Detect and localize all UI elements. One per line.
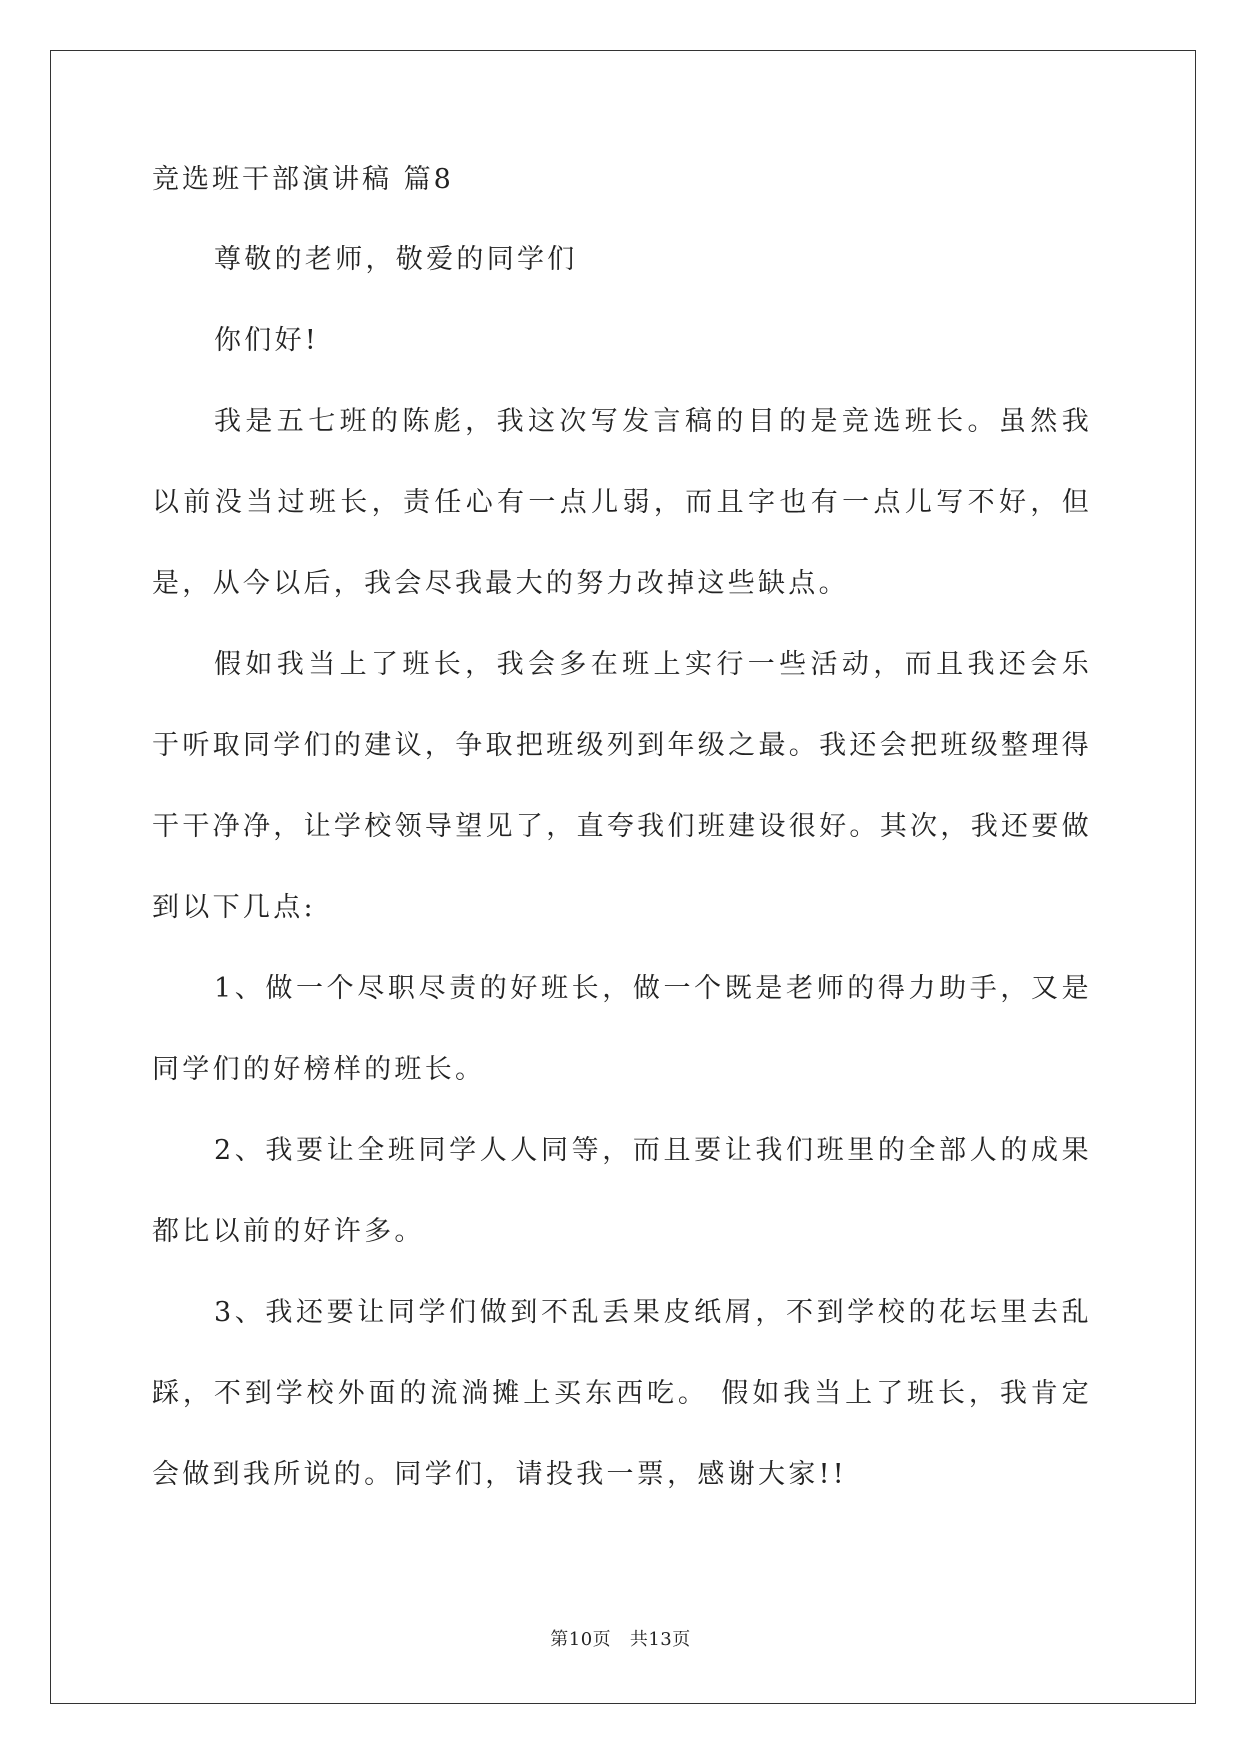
page-footer [0,1628,1241,1652]
paragraph-point-1: 1、做一个尽职尽责的好班长，做一个既是老师的得力助手，又是同学们的好榜样的班长。 [152,973,1092,1085]
paragraph-point-2: 2、我要让全班同学人人同等，而且要让我们班里的全部人的成果都比以前的好许多。 [152,1135,1092,1247]
paragraph-introduction: 我是五七班的陈彪，我这次写发言稿的目的是竞选班长。虽然我以前没当过班长，责任心有一点儿弱，而且字也有一点儿写不好，但是，从今以后，我会尽我最大的努力改掉这些缺点。 [152,406,1092,599]
document-title: 竞选班干部演讲稿 篇8 [152,164,454,195]
document-body [152,160,1092,1515]
paragraph-greeting: 你们好! [214,325,320,356]
paragraph-point-3: 3、我还要让同学们做到不乱丢果皮纸屑，不到学校的花坛里去乱踩，不到学校外面的流淌摊上买东西吃。 假如我当上了班长，我肯定会做到我所说的。同学们，请投我一票，感谢大家!! [152,1297,1092,1490]
page-number-label: 第10页 共13页 [550,1629,691,1650]
paragraph-salutation: 尊敬的老师，敬爱的同学们 [214,244,578,275]
paragraph-plan: 假如我当上了班长，我会多在班上实行一些活动，而且我还会乐于听取同学们的建议，争取把班级列到年级之最。我还会把班级整理得干干净净，让学校领导望见了，直夸我们班建设很好。其次，我还要做到以下几点: [152,649,1092,923]
